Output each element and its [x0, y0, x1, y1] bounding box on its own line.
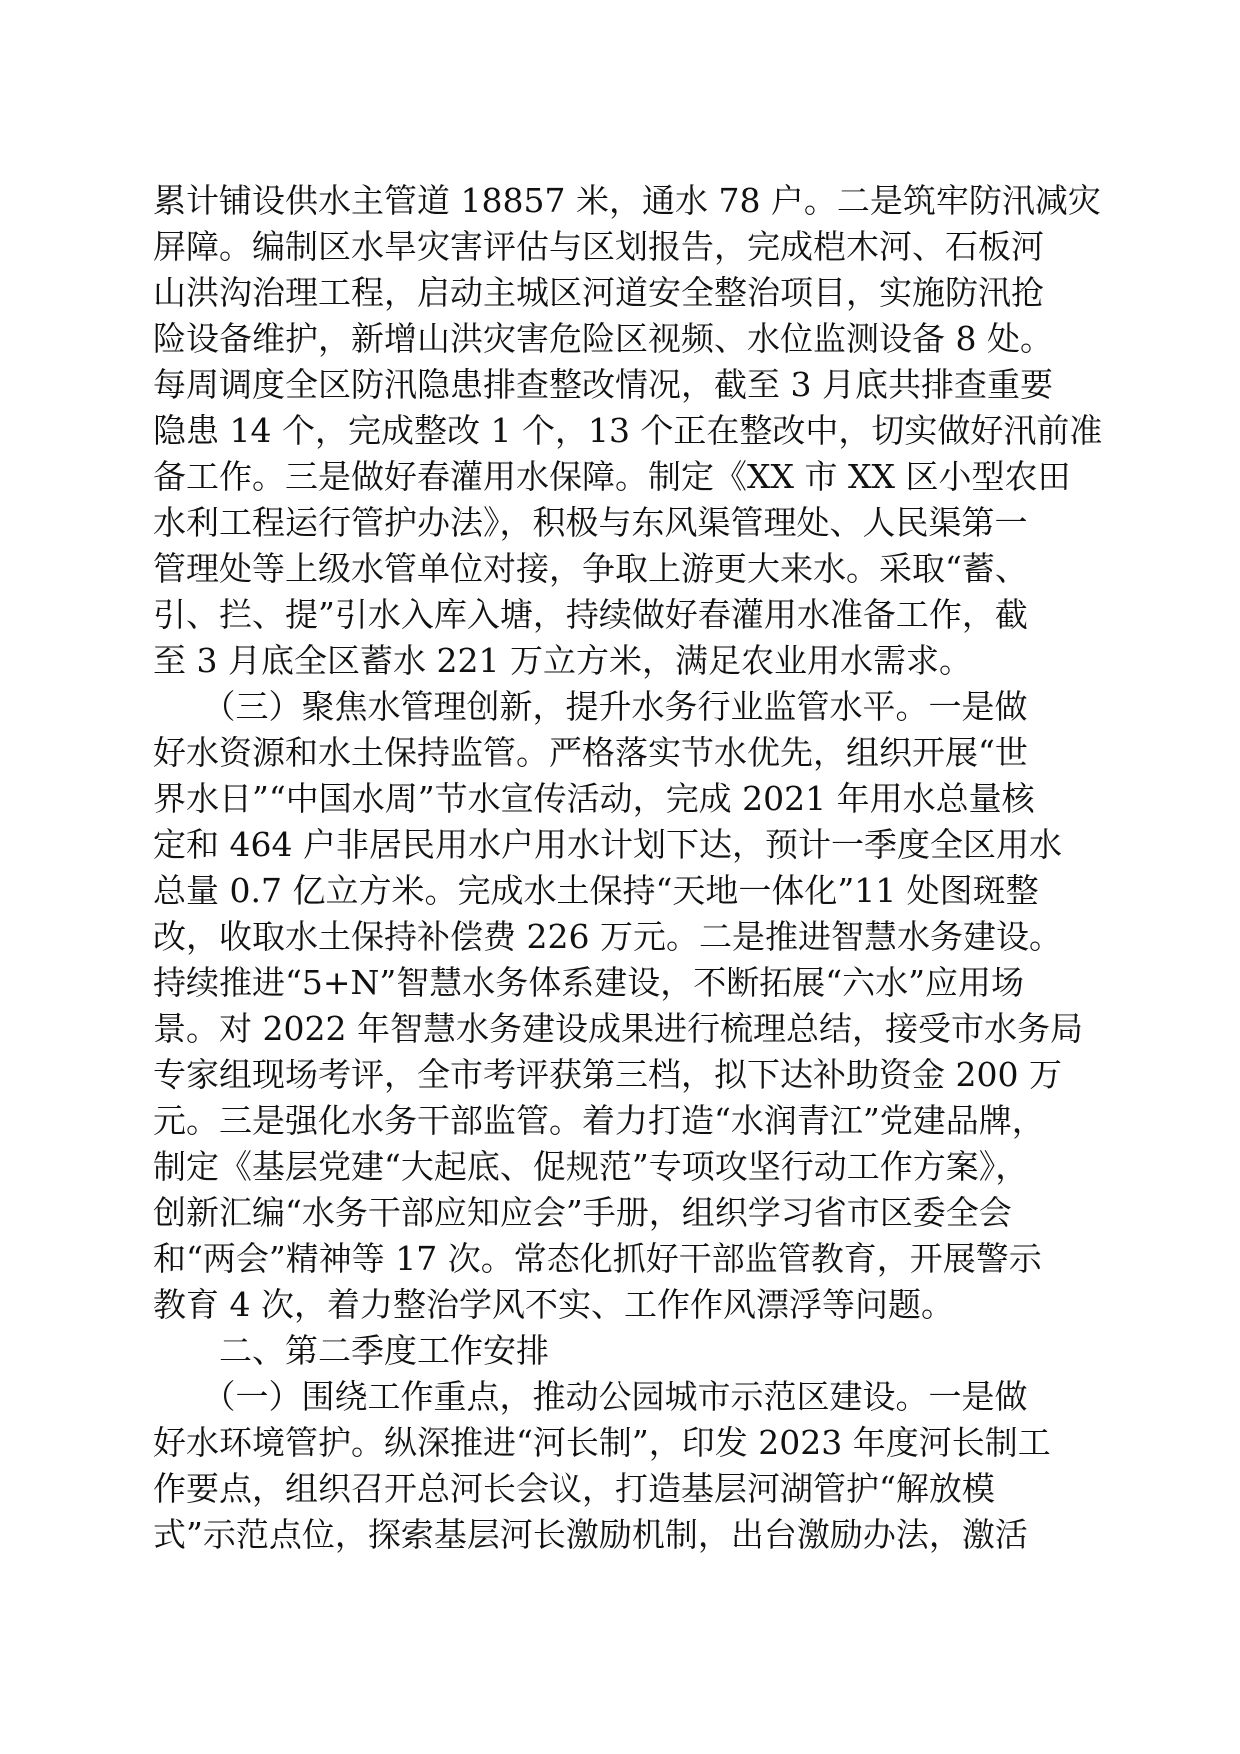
- text-line: 山洪沟治理工程，启动主城区河道安全整治项目，实施防汛抢: [153, 273, 1044, 312]
- text-line: 水利工程运行管护办法》，积极与东风渠管理处、人民渠第一: [153, 503, 1028, 542]
- text-line: 备工作。三是做好春灌用水保障。制定《XX 市 XX 区小型农田: [153, 457, 1071, 496]
- text-line: 持续推进“5+N”智慧水务体系建设，不断拓展“六水”应用场: [153, 963, 1025, 1002]
- text-line: 和“两会”精神等 17 次。常态化抓好干部监管教育，开展警示: [153, 1239, 1042, 1278]
- text-line: 专家组现场考评，全市考评获第三档，拟下达补助资金 200 万: [153, 1055, 1062, 1094]
- text-line: 累计铺设供水主管道 18857 米，通水 78 户。二是筑牢防汛减灾: [153, 181, 1101, 220]
- text-line: 隐患 14 个，完成整改 1 个，13 个正在整改中，切实做好汛前准: [153, 411, 1103, 450]
- text-line: 元。三是强化水务干部监管。着力打造“水润青江”党建品牌，: [153, 1101, 1045, 1140]
- text-line: 教育 4 次，着力整治学风不实、工作作风漂浮等问题。: [153, 1285, 954, 1324]
- text-line: 至 3 月底全区蓄水 221 万立方米，满足农业用水需求。: [153, 641, 972, 680]
- text-line: 管理处等上级水管单位对接，争取上游更大来水。采取“蓄、: [153, 549, 1028, 588]
- text-line: 定和 464 户非居民用水户用水计划下达，预计一季度全区用水: [153, 825, 1062, 864]
- text-line: 作要点，组织召开总河长会议，打造基层河湖管护“解放模: [153, 1469, 995, 1508]
- text-line: 式”示范点位，探索基层河长激励机制，出台激励办法，激活: [153, 1515, 1028, 1554]
- text-line: （三）聚焦水管理创新，提升水务行业监管水平。一是做: [153, 687, 1028, 726]
- text-line: 总量 0.7 亿立方米。完成水土保持“天地一体化”11 处图斑整: [153, 871, 1039, 910]
- text-line: 改，收取水土保持补偿费 226 万元。二是推进智慧水务建设。: [153, 917, 1062, 956]
- text-line: 险设备维护，新增山洪灾害危险区视频、水位监测设备 8 处。: [153, 319, 1053, 358]
- section-heading: 二、第二季度工作安排: [153, 1331, 549, 1370]
- text-line: 好水环境管护。纵深推进“河长制”，印发 2023 年度河长制工: [153, 1423, 1051, 1462]
- text-line: （一）围绕工作重点，推动公园城市示范区建设。一是做: [153, 1377, 1028, 1416]
- text-line: 好水资源和水土保持监管。严格落实节水优先，组织开展“世: [153, 733, 1028, 772]
- text-line: 每周调度全区防汛隐患排查整改情况，截至 3 月底共排查重要: [153, 365, 1053, 404]
- text-line: 制定《基层党建“大起底、促规范”专项攻坚行动工作方案》，: [153, 1147, 1029, 1186]
- text-line: 景。对 2022 年智慧水务建设成果进行梳理总结，接受市水务局: [153, 1009, 1083, 1048]
- text-line: 创新汇编“水务干部应知应会”手册，组织学习省市区委全会: [153, 1193, 1012, 1232]
- text-line: 屏障。编制区水旱灾害评估与区划报告，完成桤木河、石板河: [153, 227, 1044, 266]
- text-line: 引、拦、提”引水入库入塘，持续做好春灌用水准备工作，截: [153, 595, 1028, 634]
- text-line: 界水日”“中国水周”节水宣传活动，完成 2021 年用水总量核: [153, 779, 1035, 818]
